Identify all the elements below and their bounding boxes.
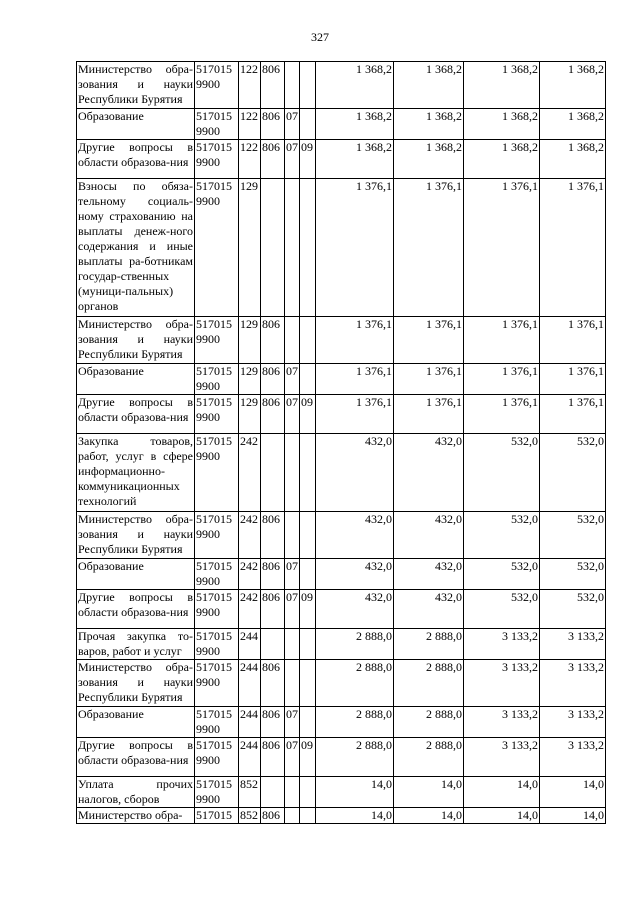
subsection-code [300,62,316,109]
amount-1: 1 368,2 [316,140,394,179]
ministry-code: 806 [261,738,285,777]
row-name: Образование [77,109,195,140]
ministry-code: 806 [261,317,285,364]
row-name: Министерство обра-зования и науки Республики Бурятия [77,512,195,559]
section-code: 07 [285,707,300,738]
row-name: Другие вопросы в области образова-ния [77,395,195,434]
budget-table [76,61,606,824]
expense-type-code: 242 [239,434,261,512]
amount-4: 1 368,2 [540,109,606,140]
amount-1: 1 376,1 [316,395,394,434]
amount-2: 1 376,1 [394,179,464,317]
expense-type-code: 244 [239,629,261,660]
amount-4: 3 133,2 [540,660,606,707]
ministry-code [261,179,285,317]
subsection-code [300,512,316,559]
row-name: Министерство обра-зования и науки Республики Бурятия [77,317,195,364]
target-article-code: 517015 9900 [195,777,239,808]
amount-4: 1 376,1 [540,317,606,364]
amount-1: 1 376,1 [316,317,394,364]
amount-2: 2 888,0 [394,629,464,660]
amount-3: 3 133,2 [464,707,540,738]
subsection-code [300,179,316,317]
subsection-code: 09 [300,140,316,179]
amount-1: 2 888,0 [316,660,394,707]
amount-4: 1 368,2 [540,62,606,109]
amount-4: 532,0 [540,512,606,559]
row-name: Министерство обра-зования и науки Республики Бурятия [77,62,195,109]
table-row [77,559,606,590]
row-name: Закупка товаров, работ, услуг в сфере информационно-коммуникационных технологий [77,434,195,512]
ministry-code: 806 [261,364,285,395]
amount-1: 2 888,0 [316,629,394,660]
section-code [285,629,300,660]
section-code [285,808,300,824]
section-code [285,660,300,707]
target-article-code: 517015 9900 [195,512,239,559]
amount-3: 1 376,1 [464,317,540,364]
ministry-code: 806 [261,62,285,109]
amount-3: 1 376,1 [464,364,540,395]
amount-4: 1 376,1 [540,364,606,395]
amount-3: 1 368,2 [464,140,540,179]
subsection-code [300,777,316,808]
amount-4: 3 133,2 [540,629,606,660]
expense-type-code: 242 [239,559,261,590]
target-article-code: 517015 9900 [195,707,239,738]
subsection-code [300,364,316,395]
table-row [77,179,606,317]
target-article-code: 517015 9900 [195,140,239,179]
amount-3: 3 133,2 [464,629,540,660]
ministry-code: 806 [261,512,285,559]
amount-4: 1 368,2 [540,140,606,179]
expense-type-code: 129 [239,317,261,364]
amount-2: 432,0 [394,559,464,590]
subsection-code [300,660,316,707]
ministry-code: 806 [261,808,285,824]
amount-3: 14,0 [464,777,540,808]
ministry-code: 806 [261,559,285,590]
section-code [285,179,300,317]
table-row [77,707,606,738]
expense-type-code: 122 [239,140,261,179]
section-code: 07 [285,364,300,395]
table-row [77,109,606,140]
table-row [77,629,606,660]
amount-3: 1 376,1 [464,179,540,317]
section-code: 07 [285,109,300,140]
section-code [285,62,300,109]
ministry-code [261,629,285,660]
amount-1: 432,0 [316,559,394,590]
target-article-code: 517015 9900 [195,364,239,395]
target-article-code: 517015 9900 [195,179,239,317]
ministry-code: 806 [261,109,285,140]
amount-4: 3 133,2 [540,707,606,738]
amount-3: 1 368,2 [464,62,540,109]
expense-type-code: 122 [239,62,261,109]
expense-type-code: 244 [239,738,261,777]
amount-1: 432,0 [316,512,394,559]
amount-3: 1 368,2 [464,109,540,140]
amount-4: 532,0 [540,434,606,512]
section-code [285,512,300,559]
expense-type-code: 242 [239,512,261,559]
amount-2: 14,0 [394,808,464,824]
amount-2: 1 376,1 [394,317,464,364]
row-name: Взносы по обяза-тельному социаль-ному страхованию на выплаты денеж-ного содержания и иные выплаты ра-ботникам государ-ственных (муници-пальных) органов [77,179,195,317]
amount-1: 1 368,2 [316,62,394,109]
subsection-code: 09 [300,395,316,434]
target-article-code: 517015 9900 [195,62,239,109]
target-article-code: 517015 [195,808,239,824]
expense-type-code: 129 [239,364,261,395]
amount-4: 14,0 [540,808,606,824]
target-article-code: 517015 9900 [195,395,239,434]
table-row [77,364,606,395]
amount-4: 532,0 [540,590,606,629]
ministry-code: 806 [261,707,285,738]
subsection-code [300,109,316,140]
row-name: Другие вопросы в области образова-ния [77,738,195,777]
row-name: Прочая закупка то-варов, работ и услуг [78,629,193,658]
amount-3: 532,0 [464,512,540,559]
amount-4: 3 133,2 [540,738,606,777]
page-number: 327 [311,30,329,44]
table-row [77,395,606,434]
target-article-code: 517015 9900 [195,590,239,629]
row-name: Министерство обра- [77,808,195,824]
amount-3: 3 133,2 [464,660,540,707]
amount-3: 1 376,1 [464,395,540,434]
amount-4: 1 376,1 [540,395,606,434]
row-name: Уплата прочих налогов, сборов [78,777,193,806]
amount-2: 2 888,0 [394,738,464,777]
expense-type-code: 129 [239,179,261,317]
section-code: 07 [285,590,300,629]
section-code [285,434,300,512]
amount-2: 1 368,2 [394,140,464,179]
amount-1: 2 888,0 [316,738,394,777]
target-article-code: 517015 9900 [195,738,239,777]
table-row [77,660,606,707]
amount-4: 532,0 [540,559,606,590]
amount-4: 1 376,1 [540,179,606,317]
amount-2: 1 368,2 [394,109,464,140]
table-row [77,808,606,824]
section-code [285,777,300,808]
amount-1: 1 368,2 [316,109,394,140]
table-row [77,140,606,179]
subsection-code [300,434,316,512]
row-name: Министерство обра-зования и науки Республики Бурятия [77,660,195,707]
target-article-code: 517015 9900 [195,109,239,140]
expense-type-code: 242 [239,590,261,629]
amount-1: 2 888,0 [316,707,394,738]
subsection-code: 09 [300,590,316,629]
table-body [77,62,606,824]
row-name: Образование [77,707,195,738]
table-row [77,777,606,808]
amount-1: 1 376,1 [316,179,394,317]
ministry-code: 806 [261,590,285,629]
target-article-code: 517015 9900 [195,434,239,512]
table-row [77,317,606,364]
amount-4: 14,0 [540,777,606,808]
amount-2: 1 376,1 [394,364,464,395]
subsection-code [300,707,316,738]
target-article-code: 517015 9900 [195,559,239,590]
target-article-code: 517015 9900 [195,629,239,660]
section-code: 07 [285,559,300,590]
amount-3: 532,0 [464,559,540,590]
amount-1: 432,0 [316,434,394,512]
table-row [77,62,606,109]
table-row [77,590,606,629]
amount-2: 1 376,1 [394,395,464,434]
expense-type-code: 852 [239,777,261,808]
expense-type-code: 244 [239,707,261,738]
expense-type-code: 122 [239,109,261,140]
expense-type-code: 244 [239,660,261,707]
ministry-code [261,777,285,808]
section-code [285,317,300,364]
row-name: Образование [77,559,195,590]
table-row [77,738,606,777]
amount-3: 3 133,2 [464,738,540,777]
amount-2: 2 888,0 [394,660,464,707]
ministry-code [261,434,285,512]
amount-1: 14,0 [316,777,394,808]
amount-3: 14,0 [464,808,540,824]
amount-2: 14,0 [394,777,464,808]
row-name: Образование [77,364,195,395]
amount-1: 1 376,1 [316,364,394,395]
amount-2: 432,0 [394,590,464,629]
ministry-code: 806 [261,660,285,707]
amount-2: 1 368,2 [394,62,464,109]
row-name: Другие вопросы в области образова-ния [77,140,195,179]
expense-type-code: 129 [239,395,261,434]
ministry-code: 806 [261,395,285,434]
section-code: 07 [285,738,300,777]
subsection-code: 09 [300,738,316,777]
table-row [77,434,606,512]
amount-2: 2 888,0 [394,707,464,738]
amount-2: 432,0 [394,512,464,559]
subsection-code [300,317,316,364]
subsection-code [300,629,316,660]
expense-type-code: 852 [239,808,261,824]
subsection-code [300,808,316,824]
amount-1: 432,0 [316,590,394,629]
table-row [77,512,606,559]
subsection-code [300,559,316,590]
amount-3: 532,0 [464,434,540,512]
section-code: 07 [285,140,300,179]
amount-1: 14,0 [316,808,394,824]
amount-3: 532,0 [464,590,540,629]
amount-2: 432,0 [394,434,464,512]
ministry-code: 806 [261,140,285,179]
target-article-code: 517015 9900 [195,660,239,707]
section-code: 07 [285,395,300,434]
row-name: Другие вопросы в области образова-ния [77,590,195,629]
target-article-code: 517015 9900 [195,317,239,364]
